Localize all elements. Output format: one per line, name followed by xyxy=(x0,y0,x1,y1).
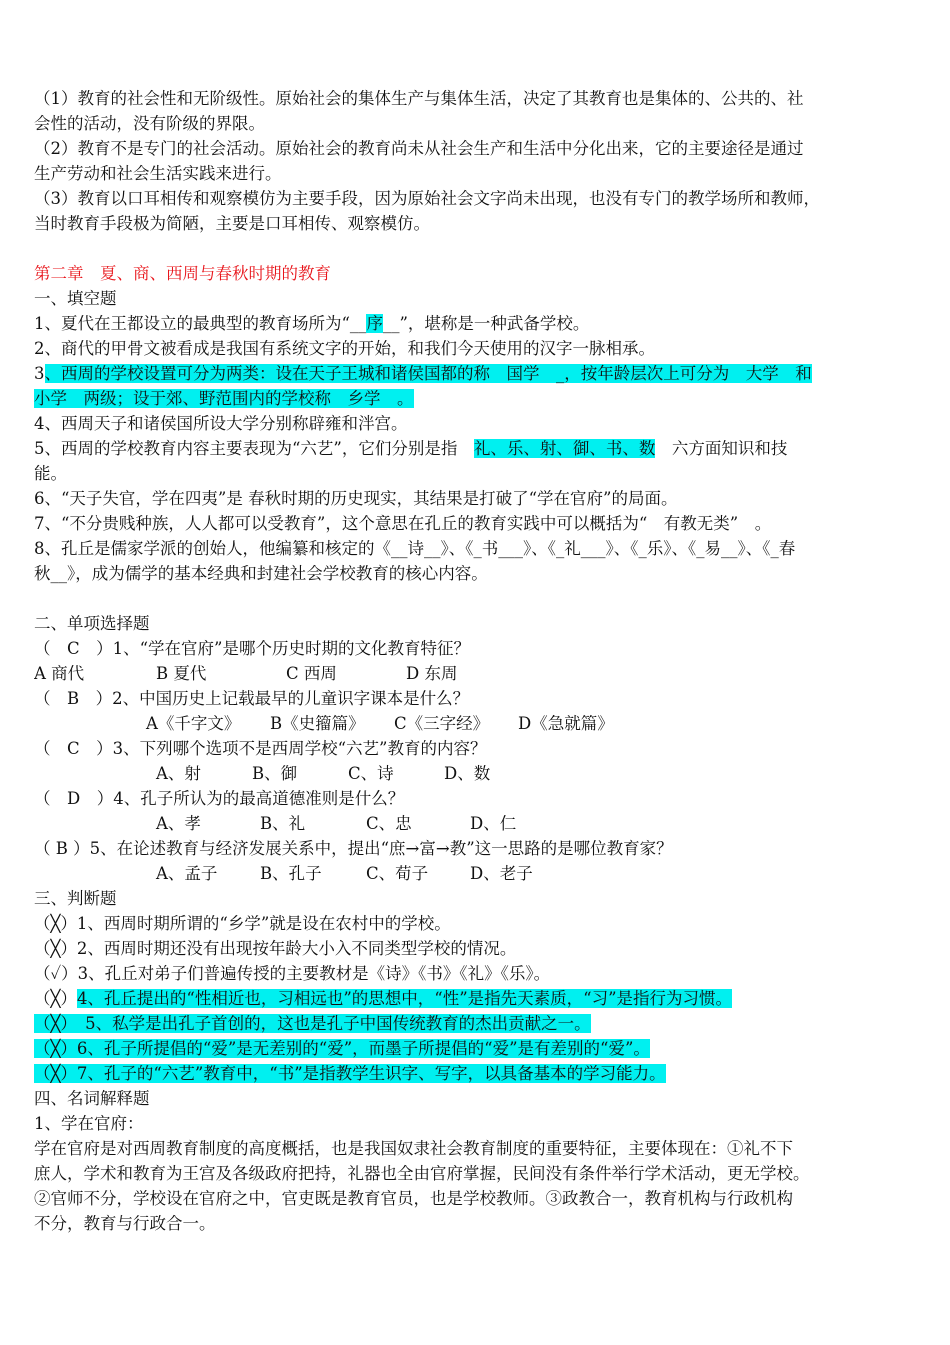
choice-option: B、御 xyxy=(252,764,298,783)
choice-option: A、孝 xyxy=(156,814,201,833)
fill-question-2: 2、商代的甲骨文被看成是我国有系统文字的开始，和我们今天使用的汉字一脉相承。 xyxy=(34,339,655,358)
fill-question-3-cont xyxy=(34,386,920,411)
choice-option: A、孟子 xyxy=(156,864,218,883)
choice-question-5: （ B ）5、在论述教育与经济发展关系中，提出“庶→富→教”这一思路的是哪位教育家？ xyxy=(34,839,673,858)
choice-options-1 xyxy=(34,661,920,686)
section-heading-judge: 三、判断题 xyxy=(34,889,117,908)
judge-item-3: （✓）3、孔丘对弟子们普遍传授的主要教材是《诗》《书》《礼》《乐》。 xyxy=(34,964,551,983)
section-heading-fill: 一、填空题 xyxy=(34,289,117,308)
fill-question-5-cont: 能。 xyxy=(34,464,67,483)
choice-option: D、数 xyxy=(444,764,491,783)
fill-question-4: 4、西周天子和诸侯国所设大学分别称辟雍和泮宫。 xyxy=(34,414,408,433)
judge-item-7 xyxy=(34,1061,920,1086)
choice-options-2 xyxy=(34,711,920,736)
judge-item-4: （╳）4、孔丘提出的“性相近也，习相远也”的思想中，“性”是指先天素质，“习”是指行为习惯。 xyxy=(34,989,733,1008)
chapter-title: 第二章 夏、商、西周与春秋时期的教育 xyxy=(34,264,331,283)
fill-question-1: 1、夏代在王都设立的最典型的教育场所为“__序__”，堪称是一种武备学校。 xyxy=(34,314,590,333)
fill-answer-highlight: 、西周的学校设置可分为两类：设在天子王城和诸侯国都的称 国学 _，按年龄层次上可分为 大学 和 xyxy=(44,364,812,383)
intro-line: 会性的活动，没有阶级的界限。 xyxy=(34,114,265,133)
choice-option: D《急就篇》 xyxy=(518,714,614,733)
choice-option: A《千字文》 xyxy=(146,714,241,733)
choice-question-2: （ B ）2、中国历史上记载最早的儿童识字课本是什么？ xyxy=(34,689,470,708)
choice-option: B、孔子 xyxy=(260,864,322,883)
fill-question-7: 7、“不分贵贱种族，人人都可以受教育”，这个意思在孔丘的教育实践中可以概括为“ 有教无类” 。 xyxy=(34,514,772,533)
judge-highlight: （╳）7、孔子的“六艺”教育中，“书”是指教学生识字、写字，以具备基本的学习能力。 xyxy=(34,1064,666,1083)
intro-line: 生产劳动和社会生活实践来进行。 xyxy=(34,164,282,183)
choice-option: C、诗 xyxy=(348,764,394,783)
fill-question-5: 5、西周的学校教育内容主要表现为“六艺”，它们分别是指 礼、乐、射、御、书、数 六方面知识和技 xyxy=(34,439,788,458)
fill-question-3: 3、西周的学校设置可分为两类：设在天子王城和诸侯国都的称 国学 _，按年龄层次上可分为 大学 和 xyxy=(34,364,812,383)
term-definition-line: 学在官府是对西周教育制度的高度概括，也是我国奴隶社会教育制度的重要特征，主要体现在：①礼不下 xyxy=(34,1139,793,1158)
fill-answer-highlight: 小学 两级；设于郊、野范围内的学校称 乡学 。 xyxy=(34,389,414,408)
choice-option: C、忠 xyxy=(366,814,412,833)
judge-item-1: （╳）1、西周时期所谓的“乡学”就是设在农村中的学校。 xyxy=(34,914,451,933)
term-definition-line: ②官师不分，学校设在官府之中，官吏既是教育官员，也是学校教师。③政教合一，教育机构与行政机构 xyxy=(34,1189,793,1208)
section-heading-terms: 四、名词解释题 xyxy=(34,1089,150,1108)
choice-options-5 xyxy=(34,861,920,886)
fill-answer-highlight: 序 xyxy=(366,314,383,333)
choice-option: B《史籀篇》 xyxy=(270,714,365,733)
judge-highlight: 4、孔丘提出的“性相近也，习相远也”的思想中，“性”是指先天素质，“习”是指行为习惯。 xyxy=(76,989,733,1008)
term-definition-line: 庶人，学术和教育为王宫及各级政府把持，礼器也全由官府掌握，民间没有条件举行学术活动，更无学校。 xyxy=(34,1164,810,1183)
intro-line: （3）教育以口耳相传和观察模仿为主要手段，因为原始社会文字尚未出现，也没有专门的教学场所和教师， xyxy=(34,189,820,208)
intro-line: （2）教育不是专门的社会活动。原始社会的教育尚未从社会生产和生活中分化出来，它的主要途径是通过 xyxy=(34,139,804,158)
judge-item-6 xyxy=(34,1036,920,1061)
choice-option: A、射 xyxy=(156,764,201,783)
choice-options-3 xyxy=(34,761,920,786)
judge-item-5 xyxy=(34,1011,920,1036)
intro-line: 当时教育手段极为简陋，主要是口耳相传、观察模仿。 xyxy=(34,214,430,233)
choice-question-4: （ D ）4、孔子所认为的最高道德准则是什么？ xyxy=(34,789,405,808)
choice-options-4 xyxy=(34,811,920,836)
judge-highlight: （╳）6、孔子所提倡的“爱”是无差别的“爱”，而墨子所提倡的“爱”是有差别的“爱”。 xyxy=(34,1039,650,1058)
fill-question-8: 8、孔丘是儒家学派的创始人，他编纂和核定的《__诗__》、《_书___》、《_礼___》、《_乐》、《_易__》、《_春 xyxy=(34,539,796,558)
choice-option: D、仁 xyxy=(470,814,517,833)
choice-question-3: （ C ）3、下列哪个选项不是西周学校“六艺”教育的内容？ xyxy=(34,739,487,758)
section-heading-single: 二、单项选择题 xyxy=(34,614,150,633)
judge-item-2: （╳）2、西周时期还没有出现按年龄大小入不同类型学校的情况。 xyxy=(34,939,517,958)
choice-question-1: （ C ）1、“学在官府”是哪个历史时期的文化教育特征？ xyxy=(34,639,470,658)
choice-option: D 东周 xyxy=(406,664,458,683)
choice-option: B 夏代 xyxy=(156,664,207,683)
intro-line: （1）教育的社会性和无阶级性。原始社会的集体生产与集体生活，决定了其教育也是集体的、公共的、社 xyxy=(34,89,804,108)
fill-question-6: 6、“天子失官，学在四夷”是 春秋时期的历史现实，其结果是打破了“学在官府”的局面。 xyxy=(34,489,678,508)
choice-option: C 西周 xyxy=(286,664,337,683)
choice-option: D、老子 xyxy=(470,864,533,883)
choice-option: A 商代 xyxy=(34,664,85,683)
document-page xyxy=(34,86,920,1236)
choice-option: B、礼 xyxy=(260,814,306,833)
term-title: 1、学在官府： xyxy=(34,1114,144,1133)
fill-question-8-cont: 秋__》，成为儒学的基本经典和封建社会学校教育的核心内容。 xyxy=(34,564,488,583)
judge-highlight: （╳） 5、私学是出孔子首创的，这也是孔子中国传统教育的杰出贡献之一。 xyxy=(34,1014,591,1033)
choice-option: C《三字经》 xyxy=(394,714,490,733)
term-definition-line: 不分，教育与行政合一。 xyxy=(34,1214,216,1233)
fill-answer-highlight: 礼、乐、射、御、书、数 xyxy=(473,439,656,458)
choice-option: C、荀子 xyxy=(366,864,429,883)
